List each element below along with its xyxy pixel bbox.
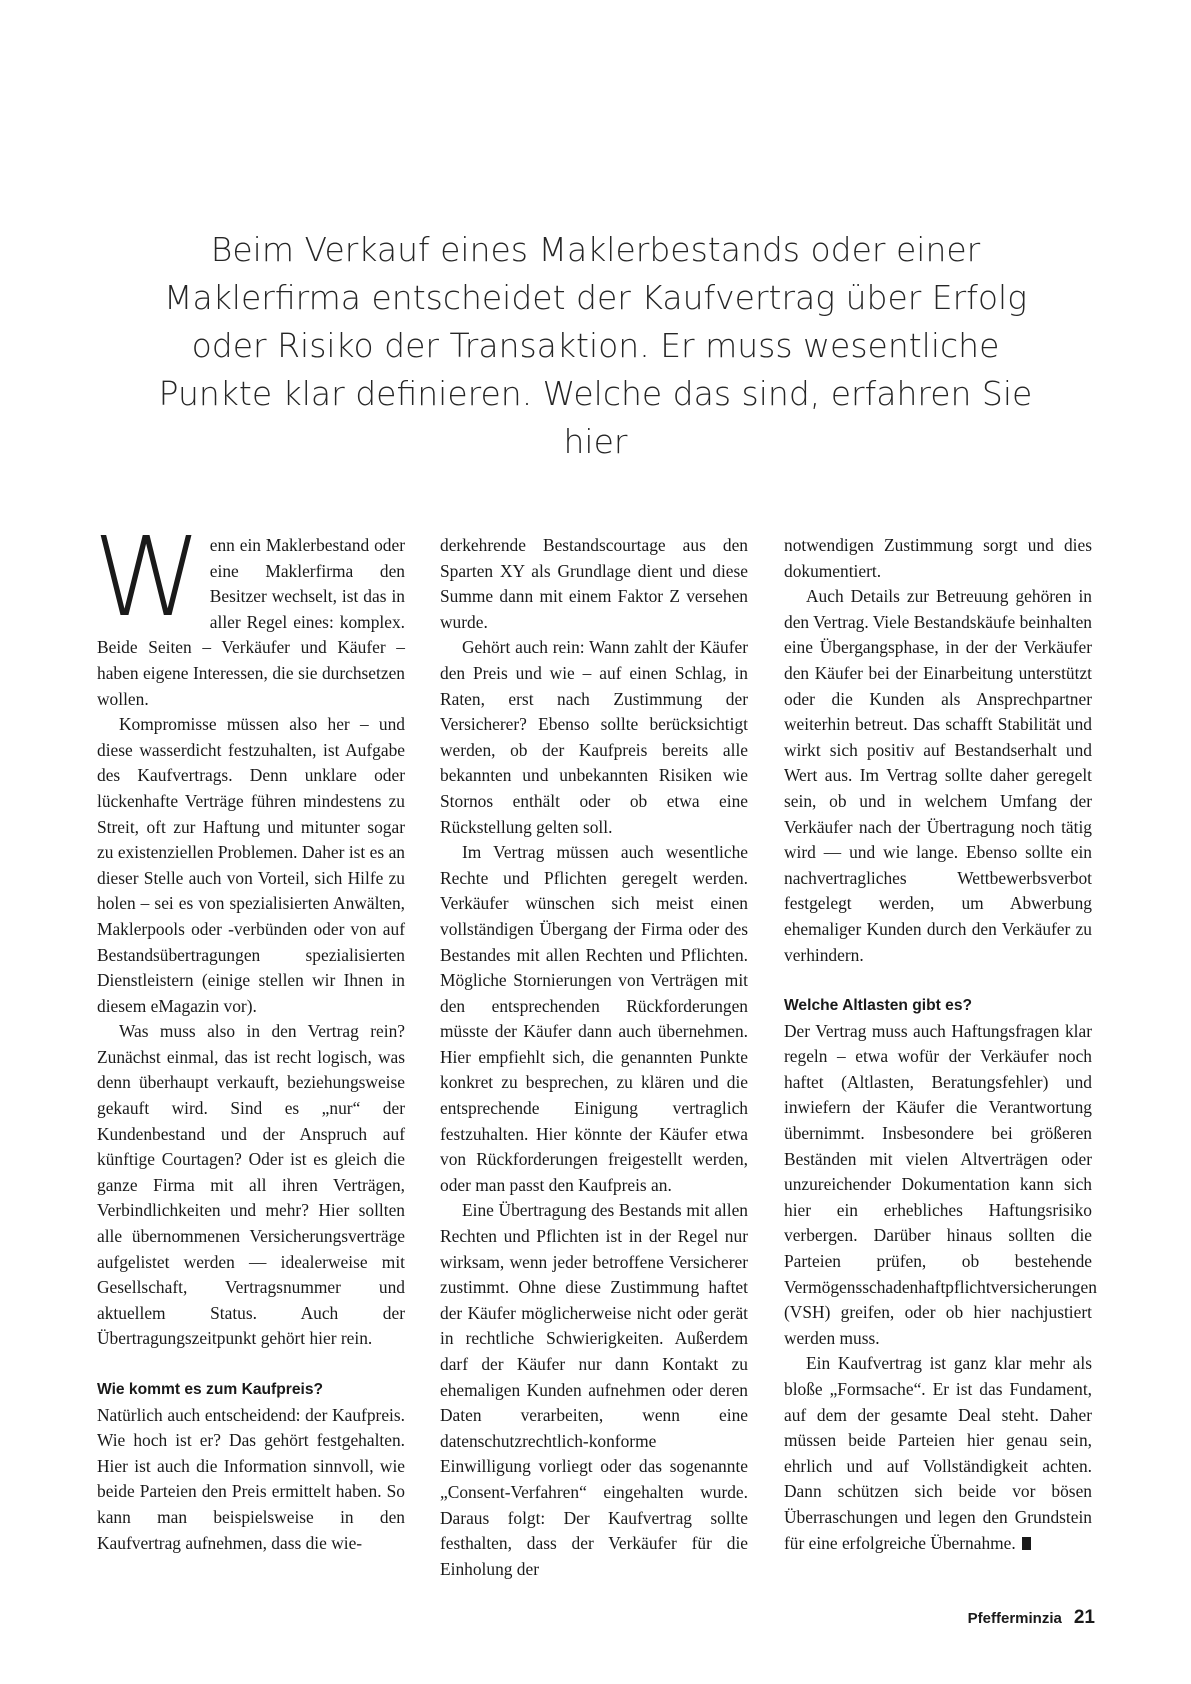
paragraph: Eine Übertragung des Bestands mit allen Rechten und Pflichten ist in der Regel nur wirksam, wenn jeder betroffene Versicherer zustimmt. Ohne diese Zustimmung haftet der Käufer möglicherweise nicht oder gerät in rechtliche Schwierigkeiten. Außerdem darf der Käufer nur dann Kontakt zu ehemaligen Kunden aufnehmen oder deren Daten verarbeiten, wenn eine datenschutzrechtlich-konforme Einwilligung vorliegt oder das sogenannte „Consent-Verfahren“ eingehalten wurde. Daraus folgt: Der Kaufvertrag sollte festhalten, dass der Verkäufer für die Einholung der bbox=[440, 1200, 748, 1579]
paragraph: Im Vertrag müssen auch wesentliche Rechte und Pflichten geregelt werden. Verkäufer wünschen sich meist einen vollständigen Übergang der Firma oder des Bestandes mit allen Rechten und Pflichten. Mögliche Stornierungen von Verträgen mit den entsprechenden Rückforderungen müsste der Käufer dann auch übernehmen. Hier empfiehlt sich, die genannten Punkte konkret zu besprechen, zu klären und die entsprechende Einigung vertraglich festzuhalten. Hier könnte der Käufer etwa von Rückforderungen freigestellt werden, oder man passt den Kaufpreis an. bbox=[440, 842, 748, 1195]
paragraph: notwendigen Zustimmung sorgt und dies dokumentiert. bbox=[784, 535, 1092, 581]
paragraph: derkehrende Bestandscourtage aus den Sparten XY als Grundlage dient und diese Summe dann mit einem Faktor Z versehen wurde. bbox=[440, 535, 748, 632]
paragraph: Der Vertrag muss auch Haftungsfragen klar regeln – etwa wofür der Verkäufer noch haftet (Altlasten, Beratungsfehler) und inwiefern der Käufer die Verantwortung übernimmt. Insbesondere bei größeren Beständen mit vielen Altverträgen oder unzureichender Dokumentation kann sich hier ein erhebliches Haftungsrisiko verbergen. Darüber hinaus sollten die Parteien prüfen, ob bestehende Vermögensschadenhaftpflichtversicherungen (VSH) greifen, oder ob hier nachjustiert werden muss. bbox=[784, 1020, 1097, 1348]
end-mark-icon bbox=[1022, 1537, 1031, 1550]
paragraph: Kompromisse müssen also her – und diese wasserdicht festzuhalten, ist Aufgabe des Kaufvertrags. Denn unklare oder lückenhafte Verträge führen mindestens zu Streit, oft zur Haftung und mitunter sogar zu existenziellen Problemen. Daher ist es an dieser Stelle auch von Vorteil, sich Hilfe zu holen – sei es von spezialisierten Anwälten, Maklerpools oder -verbünden oder von auf Bestandsübertragungen spezialisierten Dienstleistern (einige stellen wir Ihnen in diesem eMagazin vor). bbox=[97, 714, 405, 1016]
paragraph: Natürlich auch entscheidend: der Kaufpreis. Wie hoch ist er? Das gehört festgehalten. Hier ist auch die Information sinnvoll, wie beide Parteien den Preis ermittelt haben. So kann man beispielsweise in den Kaufvertrag aufnehmen, dass die wie- bbox=[97, 1404, 405, 1553]
page-footer bbox=[968, 1607, 1095, 1629]
article-column-3 bbox=[784, 533, 1097, 1556]
subheading-kaufpreis: Wie kommt es zum Kaufpreis? bbox=[97, 1381, 324, 1398]
drop-cap: W bbox=[93, 513, 202, 641]
paragraph-text: enn ein Maklerbestand oder eine Maklerfirma den Besitzer wechselt, ist das in aller Regel eines: komplex. Beide Seiten – Verkäufer und Käufer – haben eigene Interessen, die sie durchsetzen wollen. bbox=[97, 535, 405, 709]
paragraph: Was muss also in den Vertrag rein? Zunächst einmal, das ist recht logisch, was denn überhaupt verkauft, beziehungsweise gekauft wird. Sind es „nur“ der Kundenbestand und der Anspruch auf künftige Courtagen? Oder ist es gleich die ganze Firma mit all ihren Verträgen, Verbindlichkeiten und mehr? Hier sollten alle übernommenen Versicherungsverträge aufgelistet werden — idealerweise mit Gesellschaft, Vertragsnummer und aktuellem Status. Auch der Übertragungszeitpunkt gehört hier rein. bbox=[97, 1021, 405, 1349]
paragraph bbox=[93, 513, 405, 712]
paragraph: Gehört auch rein: Wann zahlt der Käufer den Preis und wie – auf einen Schlag, in Raten, erst nach Zustimmung der Versicherer? Ebenso sollte berücksichtigt werden, ob der Kaufpreis bereits alle bekannten und unbekannten Risiken wie Stornos enthält oder ob etwa eine Rückstellung gelten soll. bbox=[440, 637, 748, 837]
subheading-altlasten: Welche Altlasten gibt es? bbox=[784, 997, 973, 1015]
paragraph bbox=[784, 1351, 1092, 1556]
paragraph: Auch Details zur Betreuung gehören in den Vertrag. Viele Bestandskäufe beinhalten eine Übergangsphase, in der der Verkäufer den Käufer bei der Einarbeitung unterstützt oder die Kunden als Ansprechpartner weiterhin betreut. Das schafft Stabilität und wirkt sich positiv auf Bestandserhalt und Wert aus. Im Vertrag sollte daher geregelt sein, ob und in welchem Umfang der Verkäufer nach der Übertragung noch tätig wird — und wie lange. Ebenso sollte ein nachvertragliches Wettbewerbsverbot festgelegt werden, um Abwerbung ehemaliger Kunden durch den Verkäufer zu verhindern. bbox=[784, 586, 1092, 965]
article-column-2 bbox=[440, 533, 748, 1582]
page-number: 21 bbox=[1073, 1607, 1095, 1628]
paragraph-text: Ein Kaufvertrag ist ganz klar mehr als bloße „Formsache“. Er ist das Fundament, auf dem der gesamte Deal steht. Daher müssen beide Parteien hier genau sein, ehrlich und auf Vollständigkeit achten. Dann schützen sich beide vor bösen Überraschungen und legen den Grundstein für eine erfolgreiche Übernahme. bbox=[784, 1353, 1092, 1553]
magazine-name: Pfefferminzia bbox=[967, 1610, 1062, 1627]
article-column-1 bbox=[93, 513, 405, 1556]
article-lead: Beim Verkauf eines Maklerbestands oder einer Maklerfirma entscheidet der Kaufvertrag über Erfolg oder Risiko der Transaktion. Er muss wesentliche Punkte klar definieren. Welche das sind, erfahren Sie hier bbox=[158, 230, 1033, 461]
